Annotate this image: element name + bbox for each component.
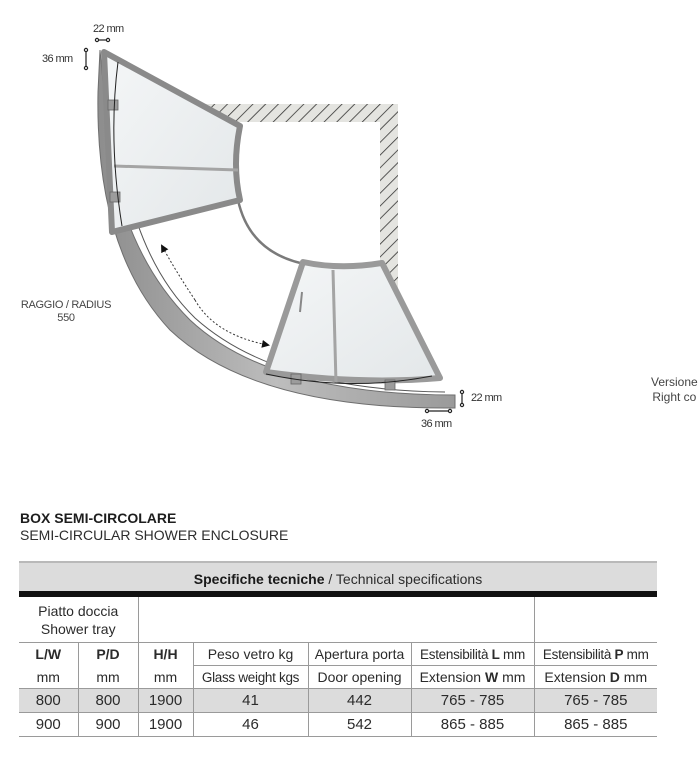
col-header-lw: L/W bbox=[19, 643, 78, 666]
inner-curved-rail bbox=[238, 200, 310, 265]
shower-tray-group bbox=[19, 594, 138, 643]
blank-group-cell-2 bbox=[534, 594, 657, 643]
dimension-marker-top-width bbox=[95, 38, 109, 41]
radius-value: 550 bbox=[57, 312, 75, 324]
cell-lw: 800 bbox=[19, 689, 78, 713]
cell-extension-w: 865 - 885 bbox=[411, 713, 534, 737]
cell-pd: 900 bbox=[78, 713, 138, 737]
cell-lw: 900 bbox=[19, 713, 78, 737]
dimension-marker-bottom-depth bbox=[460, 390, 463, 406]
unit-lw: mm bbox=[36, 668, 60, 685]
top-depth-label: 36 mm bbox=[42, 53, 73, 65]
version-line-1: Versione bbox=[651, 375, 698, 389]
table-row bbox=[19, 689, 657, 713]
col-subheader-glass-weight: Glass weight kgs bbox=[193, 666, 308, 689]
shower-tray-label-en: Shower tray bbox=[40, 620, 116, 637]
product-title-block bbox=[20, 510, 288, 543]
version-label bbox=[651, 375, 698, 405]
col-subheader-extension-d: Extension D mm bbox=[534, 666, 657, 689]
unit-hh: mm bbox=[138, 666, 193, 689]
lower-door-panel bbox=[266, 262, 440, 390]
col-header-hh: H/H bbox=[138, 643, 193, 666]
spec-table bbox=[19, 561, 657, 737]
radius-label bbox=[14, 299, 118, 325]
col-header-pd: P/D bbox=[78, 643, 138, 666]
cell-hh: 1900 bbox=[138, 689, 193, 713]
col-subheader-door-opening: Door opening bbox=[308, 666, 411, 689]
col-subheader-extension-w: Extension W mm bbox=[411, 666, 534, 689]
col-header-door-opening: Apertura porta bbox=[308, 643, 411, 666]
table-row bbox=[19, 713, 657, 737]
blank-group-cell bbox=[138, 594, 534, 643]
cell-extension-w: 765 - 785 bbox=[411, 689, 534, 713]
cell-extension-d: 765 - 785 bbox=[534, 689, 657, 713]
cell-door-opening: 442 bbox=[308, 689, 411, 713]
cell-extension-d: 865 - 885 bbox=[534, 713, 657, 737]
upper-door-panel bbox=[104, 52, 240, 232]
col-header-glass-weight: Peso vetro kg bbox=[193, 643, 308, 666]
col-header-extension-d: Estensibilità P mm bbox=[534, 643, 657, 666]
unit-pd: mm bbox=[78, 666, 138, 689]
shower-tray-label-it: Piatto doccia bbox=[38, 602, 119, 619]
bottom-depth-label: 22 mm bbox=[471, 392, 502, 404]
cell-hh: 1900 bbox=[138, 713, 193, 737]
version-line-2: Right co bbox=[652, 390, 697, 404]
spec-table-header bbox=[19, 562, 657, 594]
cell-glass-weight: 41 bbox=[193, 689, 308, 713]
dimension-marker-bottom-width bbox=[425, 409, 451, 412]
product-title-english: SEMI-CIRCULAR SHOWER ENCLOSURE bbox=[20, 527, 289, 543]
top-width-label: 22 mm bbox=[93, 23, 124, 35]
radius-title: RAGGIO / RADIUS bbox=[20, 299, 112, 311]
product-title-italian: BOX SEMI-CIRCOLARE bbox=[20, 510, 177, 526]
dimension-marker-top-depth bbox=[84, 48, 87, 69]
cell-door-opening: 542 bbox=[308, 713, 411, 737]
cell-pd: 800 bbox=[78, 689, 138, 713]
spec-header-italian: Specifiche tecniche bbox=[193, 570, 325, 587]
spec-header-english: / Technical specifications bbox=[324, 570, 483, 587]
bottom-width-label: 36 mm bbox=[421, 418, 452, 430]
col-header-extension-w: Estensibilità L mm bbox=[411, 643, 534, 666]
cell-glass-weight: 46 bbox=[193, 713, 308, 737]
